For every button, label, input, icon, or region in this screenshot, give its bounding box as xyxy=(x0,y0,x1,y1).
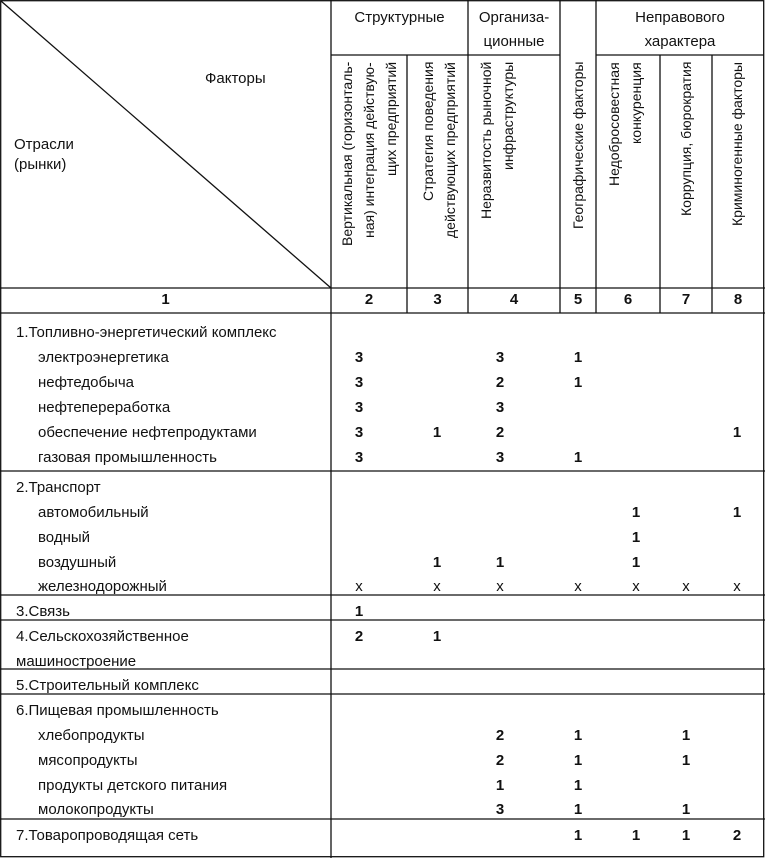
row-label: нефтедобыча xyxy=(38,374,134,391)
row-label: газовая промышленность xyxy=(38,449,217,466)
table-cell: x xyxy=(433,578,441,595)
row-label: машиностроение xyxy=(16,653,137,670)
col2-header-line1: Вертикальная (горизонталь- xyxy=(339,62,355,247)
table-cell: 1 xyxy=(573,349,583,366)
table-cell: 3 xyxy=(354,449,364,466)
table-cell: 1 xyxy=(573,777,583,794)
table-cell: 3 xyxy=(354,424,364,441)
table-cell: 3 xyxy=(495,449,505,466)
col6-header-line2: конкуренция xyxy=(628,62,644,144)
row-label: хлебопродукты xyxy=(38,727,145,744)
row-label: 2.Транспорт xyxy=(16,479,101,496)
table-cell: x xyxy=(496,578,504,595)
table-cell: 1 xyxy=(573,827,583,844)
table-cell: 1 xyxy=(681,801,691,818)
col7-header: Коррупция, бюрократия xyxy=(678,62,694,217)
row-label: воздушный xyxy=(38,554,117,571)
table-cell: 2 xyxy=(495,727,505,744)
row-label: нефтепереработка xyxy=(38,399,171,416)
row-label: молокопродукты xyxy=(38,801,154,818)
table-cell: 1 xyxy=(573,449,583,466)
col-number-3: 3 xyxy=(433,291,442,308)
industries-label-line2: (рынки) xyxy=(14,156,67,173)
table-cell: 2 xyxy=(495,374,505,391)
group-nonlegal-line2: характера xyxy=(644,33,716,50)
row-label: 5.Строительный комплекс xyxy=(16,677,199,694)
group-organizational-line2: ционные xyxy=(483,33,545,50)
col8-header: Криминогенные факторы xyxy=(729,62,745,226)
col-number-1: 1 xyxy=(161,291,170,308)
table-cell: 1 xyxy=(495,777,505,794)
table-cell: 1 xyxy=(354,603,364,620)
table-cell: 3 xyxy=(354,374,364,391)
table-cell: 1 xyxy=(432,628,442,645)
table-cell: 1 xyxy=(631,529,641,546)
factors-label: Факторы xyxy=(205,70,266,87)
col-number-2: 2 xyxy=(364,291,374,308)
col5-header: Географические факторы xyxy=(570,62,586,230)
table-cell: 1 xyxy=(732,424,742,441)
col2-header-line2: ная) интеграция действую- xyxy=(361,62,377,238)
col-number-8: 8 xyxy=(733,291,743,308)
row-label: 6.Пищевая промышленность xyxy=(16,702,219,719)
row-label: 4.Сельскохозяйственное xyxy=(16,628,189,645)
table-cell: 3 xyxy=(495,399,505,416)
col6-header-line1: Недобросовестная xyxy=(606,62,622,186)
table-cell: x xyxy=(682,578,690,595)
table-cell: 1 xyxy=(432,424,442,441)
group-nonlegal-line1: Неправового xyxy=(635,9,725,26)
row-label: 7.Товаропроводящая сеть xyxy=(16,827,199,844)
table-cell: 2 xyxy=(354,628,364,645)
table-cell: 3 xyxy=(354,349,364,366)
industries-label-line1: Отрасли xyxy=(14,136,74,153)
table-cell: 2 xyxy=(732,827,742,844)
table-cell: 1 xyxy=(631,504,641,521)
table-cell: 1 xyxy=(573,727,583,744)
table-cell: x xyxy=(632,578,640,595)
table-cell: 1 xyxy=(681,727,691,744)
col3-header-line2: действующих предприятий xyxy=(442,62,458,238)
col-number-6: 6 xyxy=(623,291,633,308)
row-label: железнодорожный xyxy=(38,578,167,595)
col3-header-line1: Стратегия поведения xyxy=(420,62,436,202)
table-cell: 1 xyxy=(432,554,442,571)
col-number-5: 5 xyxy=(573,291,583,308)
table-cell: 1 xyxy=(573,752,583,769)
table-cell: 2 xyxy=(495,424,505,441)
row-label: мясопродукты xyxy=(38,752,138,769)
table-cell: 2 xyxy=(495,752,505,769)
table-cell: x xyxy=(733,578,741,595)
table-cell: 1 xyxy=(631,827,641,844)
table-cell: 1 xyxy=(681,827,691,844)
table-cell: x xyxy=(574,578,582,595)
table-cell: 1 xyxy=(573,374,583,391)
table-cell: 1 xyxy=(681,752,691,769)
group-structural: Структурные xyxy=(354,9,445,26)
row-label: электроэнергетика xyxy=(38,349,169,366)
row-label: 3.Связь xyxy=(16,603,70,620)
col2-header-line3: щих предприятий xyxy=(383,62,399,177)
table-cell: 3 xyxy=(495,349,505,366)
row-label: обеспечение нефтепродуктами xyxy=(38,424,257,441)
row-label: 1.Топливно-энергетический комплекс xyxy=(16,324,277,341)
table-cell: 1 xyxy=(631,554,641,571)
table-cell: x xyxy=(355,578,363,595)
col4-header-line1: Неразвитость рыночной xyxy=(478,62,494,220)
table-cell: 1 xyxy=(495,554,505,571)
col-number-4: 4 xyxy=(509,291,519,308)
group-organizational-line1: Организа- xyxy=(478,9,550,26)
table-cell: 1 xyxy=(732,504,742,521)
col4-header-line2: инфраструктуры xyxy=(500,62,516,171)
row-label: продукты детского питания xyxy=(38,777,228,794)
table-cell: 1 xyxy=(573,801,583,818)
col-number-7: 7 xyxy=(681,291,691,308)
row-label: автомобильный xyxy=(38,504,149,521)
row-label: водный xyxy=(38,529,91,546)
table-cell: 3 xyxy=(495,801,505,818)
table-cell: 3 xyxy=(354,399,364,416)
